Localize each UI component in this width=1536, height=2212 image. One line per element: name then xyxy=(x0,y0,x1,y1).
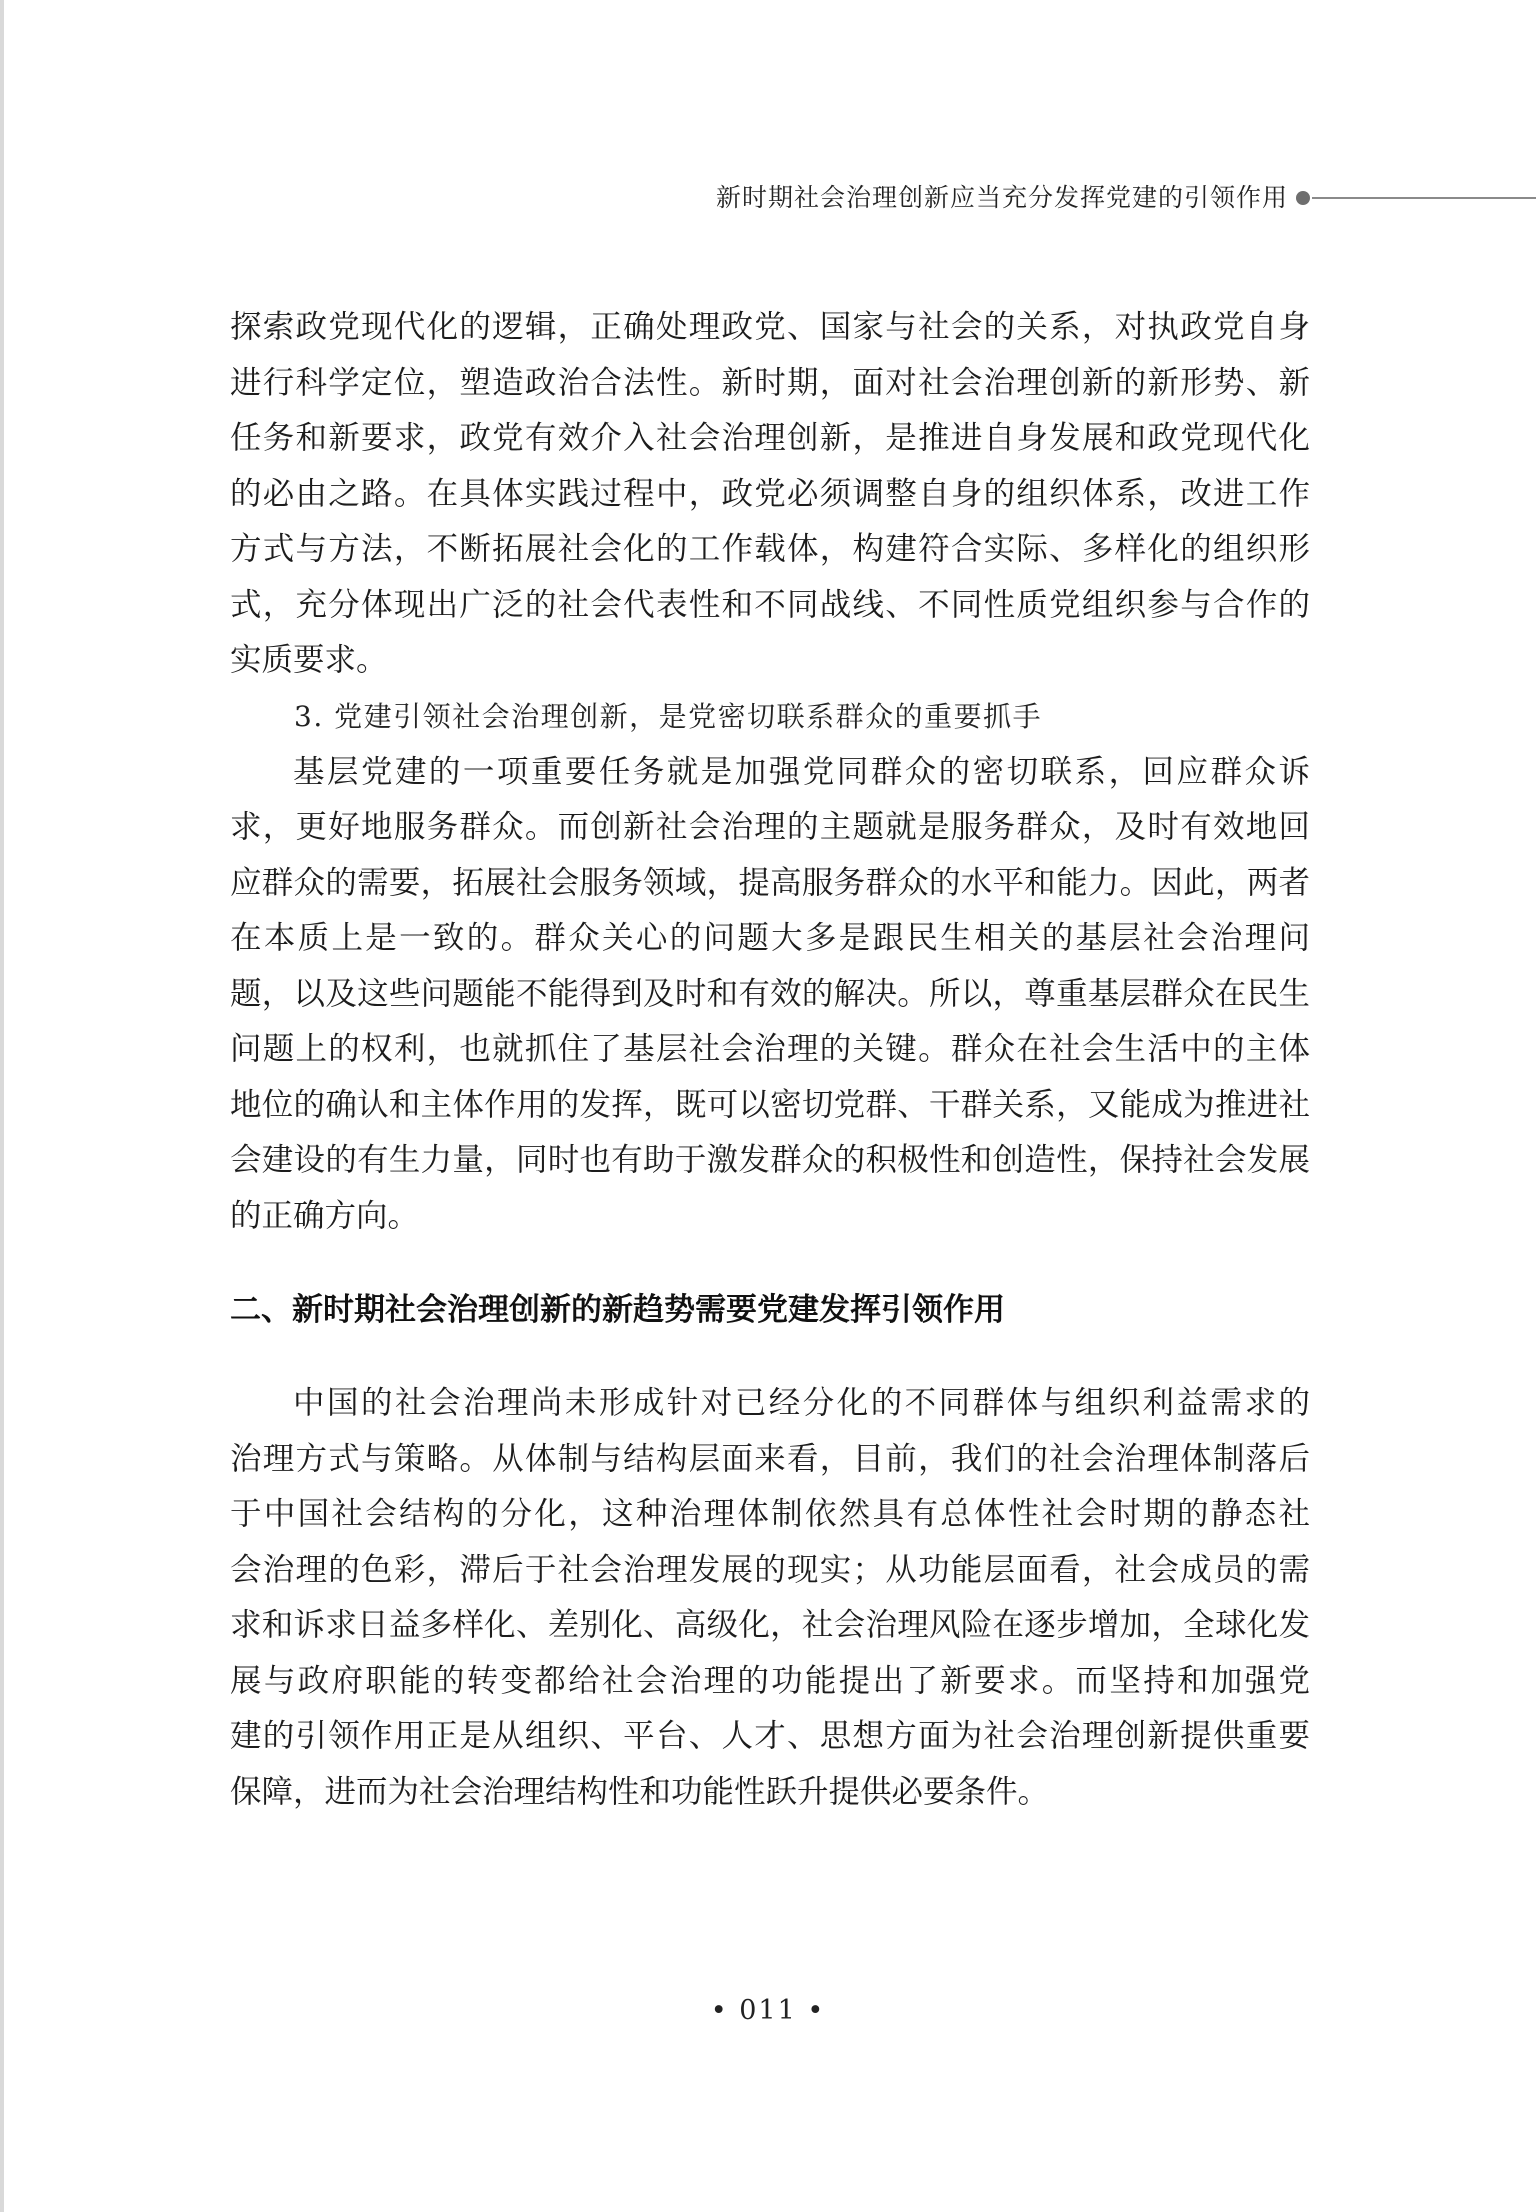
running-header xyxy=(0,178,1536,218)
paragraph-3 xyxy=(230,1376,1310,1820)
text-line: 探索政党现代化的逻辑，正确处理政党、国家与社会的关系，对执政党自身 xyxy=(230,309,1310,345)
section-heading: 二、新时期社会治理创新的新趋势需要党建发挥引领作用 xyxy=(230,1292,1005,1328)
text-line: 建的引领作用正是从组织、平台、人才、思想方面为社会治理创新提供重要 xyxy=(230,1718,1310,1754)
text-line: 求和诉求日益多样化、差别化、高级化，社会治理风险在逐步增加，全球化发 xyxy=(230,1607,1310,1643)
text-line: 问题上的权利，也就抓住了基层社会治理的关键。群众在社会生活中的主体 xyxy=(230,1031,1310,1067)
text-line: 题，以及这些问题能不能得到及时和有效的解决。所以，尊重基层群众在民生 xyxy=(230,975,1310,1012)
text-line: 中国的社会治理尚未形成针对已经分化的不同群体与组织利益需求的 xyxy=(293,1385,1310,1421)
text-line: 在本质上是一致的。群众关心的问题大多是跟民生相关的基层社会治理问 xyxy=(230,920,1310,956)
text-line: 会建设的有生力量，同时也有助于激发群众的积极性和创造性，保持社会发展 xyxy=(230,1142,1310,1178)
text-line: 地位的确认和主体作用的发挥，既可以密切党群、干群关系，又能成为推进社 xyxy=(230,1086,1310,1123)
page-edge xyxy=(0,0,4,2212)
text-line: 会治理的色彩，滞后于社会治理发展的现实；从功能层面看，社会成员的需 xyxy=(230,1551,1310,1588)
text-line: 于中国社会结构的分化，这种治理体制依然具有总体性社会时期的静态社 xyxy=(230,1496,1310,1532)
text-line: 展与政府职能的转变都给社会治理的功能提出了新要求。而坚持和加强党 xyxy=(230,1662,1310,1699)
paragraph-1 xyxy=(230,300,1310,689)
text-line: 基层党建的一项重要任务就是加强党同群众的密切联系，回应群众诉 xyxy=(293,753,1310,790)
text-line: 进行科学定位，塑造政治合法性。新时期，面对社会治理创新的新形势、新 xyxy=(230,364,1310,401)
text-line: 任务和新要求，政党有效介入社会治理创新，是推进自身发展和政党现代化 xyxy=(230,420,1310,456)
text-line: 保障，进而为社会治理结构性和功能性跃升提供必要条件。 xyxy=(230,1773,1050,1810)
subheading: 3. 党建引领社会治理创新，是党密切联系群众的重要抓手 xyxy=(294,699,1043,733)
text-line: 治理方式与策略。从体制与结构层面来看，目前，我们的社会治理体制落后 xyxy=(230,1440,1310,1477)
page-number: • 011 • xyxy=(710,1995,826,2026)
text-line: 式，充分体现出广泛的社会代表性和不同战线、不同性质党组织参与合作的 xyxy=(230,586,1310,623)
running-header-title: 新时期社会治理创新应当充分发挥党建的引领作用 xyxy=(715,183,1288,212)
text-line: 应群众的需要，拓展社会服务领域，提高服务群众的水平和能力。因此，两者 xyxy=(230,864,1310,901)
text-line: 求，更好地服务群众。而创新社会治理的主题就是服务群众，及时有效地回 xyxy=(230,809,1310,845)
text-line: 的正确方向。 xyxy=(230,1197,420,1234)
header-bullet-icon xyxy=(1296,191,1310,205)
text-line: 方式与方法，不断拓展社会化的工作载体，构建符合实际、多样化的组织形 xyxy=(230,531,1310,567)
page-body xyxy=(230,300,1310,1820)
text-line: 实质要求。 xyxy=(230,642,388,678)
header-rule xyxy=(1312,197,1536,199)
text-line: 的必由之路。在具体实践过程中，政党必须调整自身的组织体系，改进工作 xyxy=(230,475,1310,512)
paragraph-2 xyxy=(230,745,1310,1245)
